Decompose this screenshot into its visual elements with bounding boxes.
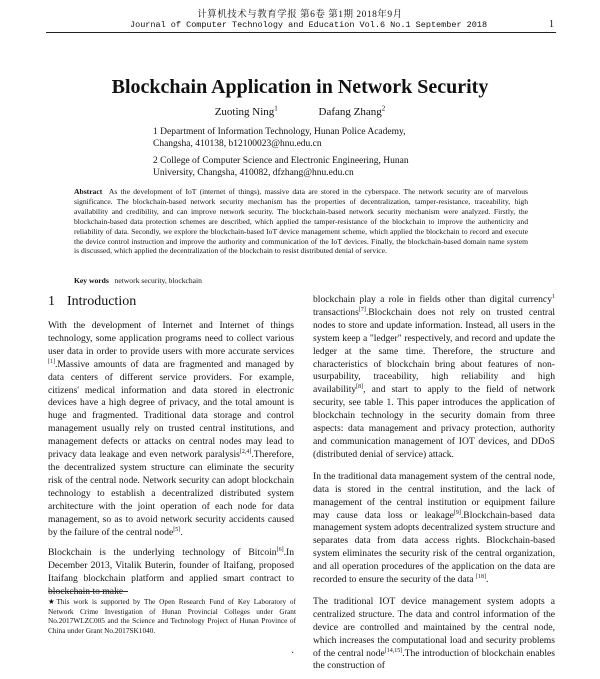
paper-title: Blockchain Application in Network Security <box>111 76 489 98</box>
footnote-rule <box>48 591 128 592</box>
affiliation-line: 2 College of Computer Science and Electronic Engineering, Hunan <box>153 156 409 166</box>
abstract <box>74 187 528 256</box>
funding-footnote: ★This work is supported by The Open Research Fund of Key Laboratory of Network Crime Investigation of Hunan Provincial Colleges under Grant No.2017WLZC005 and the Science and Technology Project of Hunan Province of China under Grant No.2017SK1040. <box>48 597 296 636</box>
affiliation-line: 1 Department of Information Technology, Hunan Police Academy, <box>153 127 406 137</box>
citation: [9] <box>453 509 461 516</box>
citation: [18] <box>476 573 487 580</box>
section-title: Introduction <box>67 294 137 309</box>
text-run: The traditional IOT device management system adopts a centralized structure. The data and control information of the device are controlled and maintained by the central node, which increases the computational load and security problems of the central node <box>313 595 555 659</box>
keywords <box>74 276 202 285</box>
affiliation-line: University, Changsha, 410082, dfzhang@hnu.edu.cn <box>153 168 354 178</box>
page-dot: · <box>291 648 295 659</box>
body-paragraph <box>313 471 555 587</box>
author-list <box>0 104 600 118</box>
citation: [6] <box>276 547 284 554</box>
header-rule <box>46 32 556 33</box>
affiliation-mark: 1 <box>274 104 278 112</box>
body-paragraph <box>313 596 555 673</box>
affiliation-line: Changsha, 410138, b12100023@hnu.edu.cn <box>153 139 322 149</box>
text-run: . <box>180 526 183 538</box>
author-name: Dafang Zhang <box>318 105 382 118</box>
affiliation-2 <box>153 155 409 179</box>
text-run: , and start to apply to the field of network security, see table 1. This paper introduces the application of blockchain technology in the security domain from three aspects: data management and privacy protection, authority and communication management of IOT devices, and DDoS (distributed denial of service) attack. <box>313 384 555 460</box>
left-column <box>48 320 294 599</box>
text-run: With the development of Internet and Internet of things technology, some application programs need to collect various user data in order to provide users with more accurate services <box>48 320 294 357</box>
keywords-text: network security, blockchain <box>114 276 202 285</box>
text-run: .Therefore, the decentralized system structure can eliminate the security risk of the central node. Network security can adopt blockchain technology to establish a decentralized distributed system architecture with the joint operation of each node for data management, so as to avoid network security accidents caused by the failure of the central node <box>48 449 294 538</box>
text-run: Blockchain is the underlying technology of Bitcoin <box>48 547 277 559</box>
citation: 1 <box>552 293 555 300</box>
text-run: .Massive amounts of data are fragmented and managed by data centers of different service providers. For example, citizens' medical information and data stored in electronic devices have a high degree of privacy, and the total amount is huge and fragmented. Traditional data storage and control management usually rely on trusted central institutions, and management defects or attacks on central nodes may lead to privacy data leakage and even network paralysis <box>48 358 294 461</box>
citation: [1] <box>48 358 55 365</box>
section-heading <box>48 294 136 310</box>
text-run: .Blockchain-based data management system adopts decentralized system structure and separates data from data access rights. Blockchain-based system eliminates the security risk of the central organization, and all operation procedures of the application on the data are recorded to ensure the security of the data <box>313 509 555 586</box>
affiliation-mark: 2 <box>381 104 386 112</box>
section-number: 1 <box>48 294 55 309</box>
citation: [7] <box>358 306 366 313</box>
journal-header-chinese: 计算机技术与教育学报 第6卷 第1期 2018年9月 <box>197 10 403 20</box>
text-run: In the traditional data management system of the central node, data is stored in the central institution, and the lack of management of the central institution or equipment failure may cause data loss or leakage <box>313 470 555 521</box>
body-paragraph <box>48 320 294 539</box>
citation: [2,4] <box>239 448 252 455</box>
text-run: blockchain play a role in fields other than digital currency <box>313 294 552 305</box>
abstract-label: Abstract <box>74 187 103 196</box>
author-1 <box>215 106 278 118</box>
text-run: transactions <box>313 306 359 318</box>
citation: [5] <box>173 526 181 533</box>
author-name: Zuoting Ning <box>214 105 275 118</box>
journal-header-english: Journal of Computer Technology and Education Vol.6 No.1 September 2018 <box>130 20 488 30</box>
right-column <box>313 294 555 673</box>
page-number: 1 <box>549 19 554 30</box>
body-paragraph <box>313 294 555 462</box>
text-run: .In December 2013, Vitalik Buterin, founder of Itaifang, proposed Itaifang blockchain platform and applied smart contract to blockchain to make <box>48 547 294 598</box>
text-run: .The introduction of blockchain enables the construction of <box>313 647 555 672</box>
citation: [8] <box>356 384 364 391</box>
text-run: .Blockchain does not rely on trusted central nodes to store and update information. Instead, all users in the system keep a "ledger" respectively, and record and update the ledger at the same time. Therefore, the structure and characteristics of blockchain bring about features of non-usurpability, traceability, high reliability and high availability <box>313 306 555 396</box>
text-run: . <box>486 574 489 586</box>
keywords-label: Key words <box>74 276 109 285</box>
citation: [14,15] <box>384 647 403 654</box>
author-2 <box>319 106 386 118</box>
affiliation-1 <box>153 126 406 150</box>
abstract-text: As the development of IoT (internet of things), massive data are stored in the cyberspace. The network security are of marvelous significance. The blockchain-based network security mechanism has the properties of decentralization, tamper-resistance, traceability, high availability and credibility, and can improve network security. The blockchain-based network security mechanism were analyzed. Firstly, the blockchain-based data protection schemes are described, which applied the tamper-resistance of the blockchain to improve the authenticity and reliability of data. Secondly, we explore the blockchain-based IoT device management scheme, which applied the blockchain to record and execute the device control instruction and improve the authority and communication of the IoT devices. Finally, the blockchain-based domain name system is discussed, which applied the decentralization of the blockchain to resist distributed denial of service. <box>74 187 528 256</box>
